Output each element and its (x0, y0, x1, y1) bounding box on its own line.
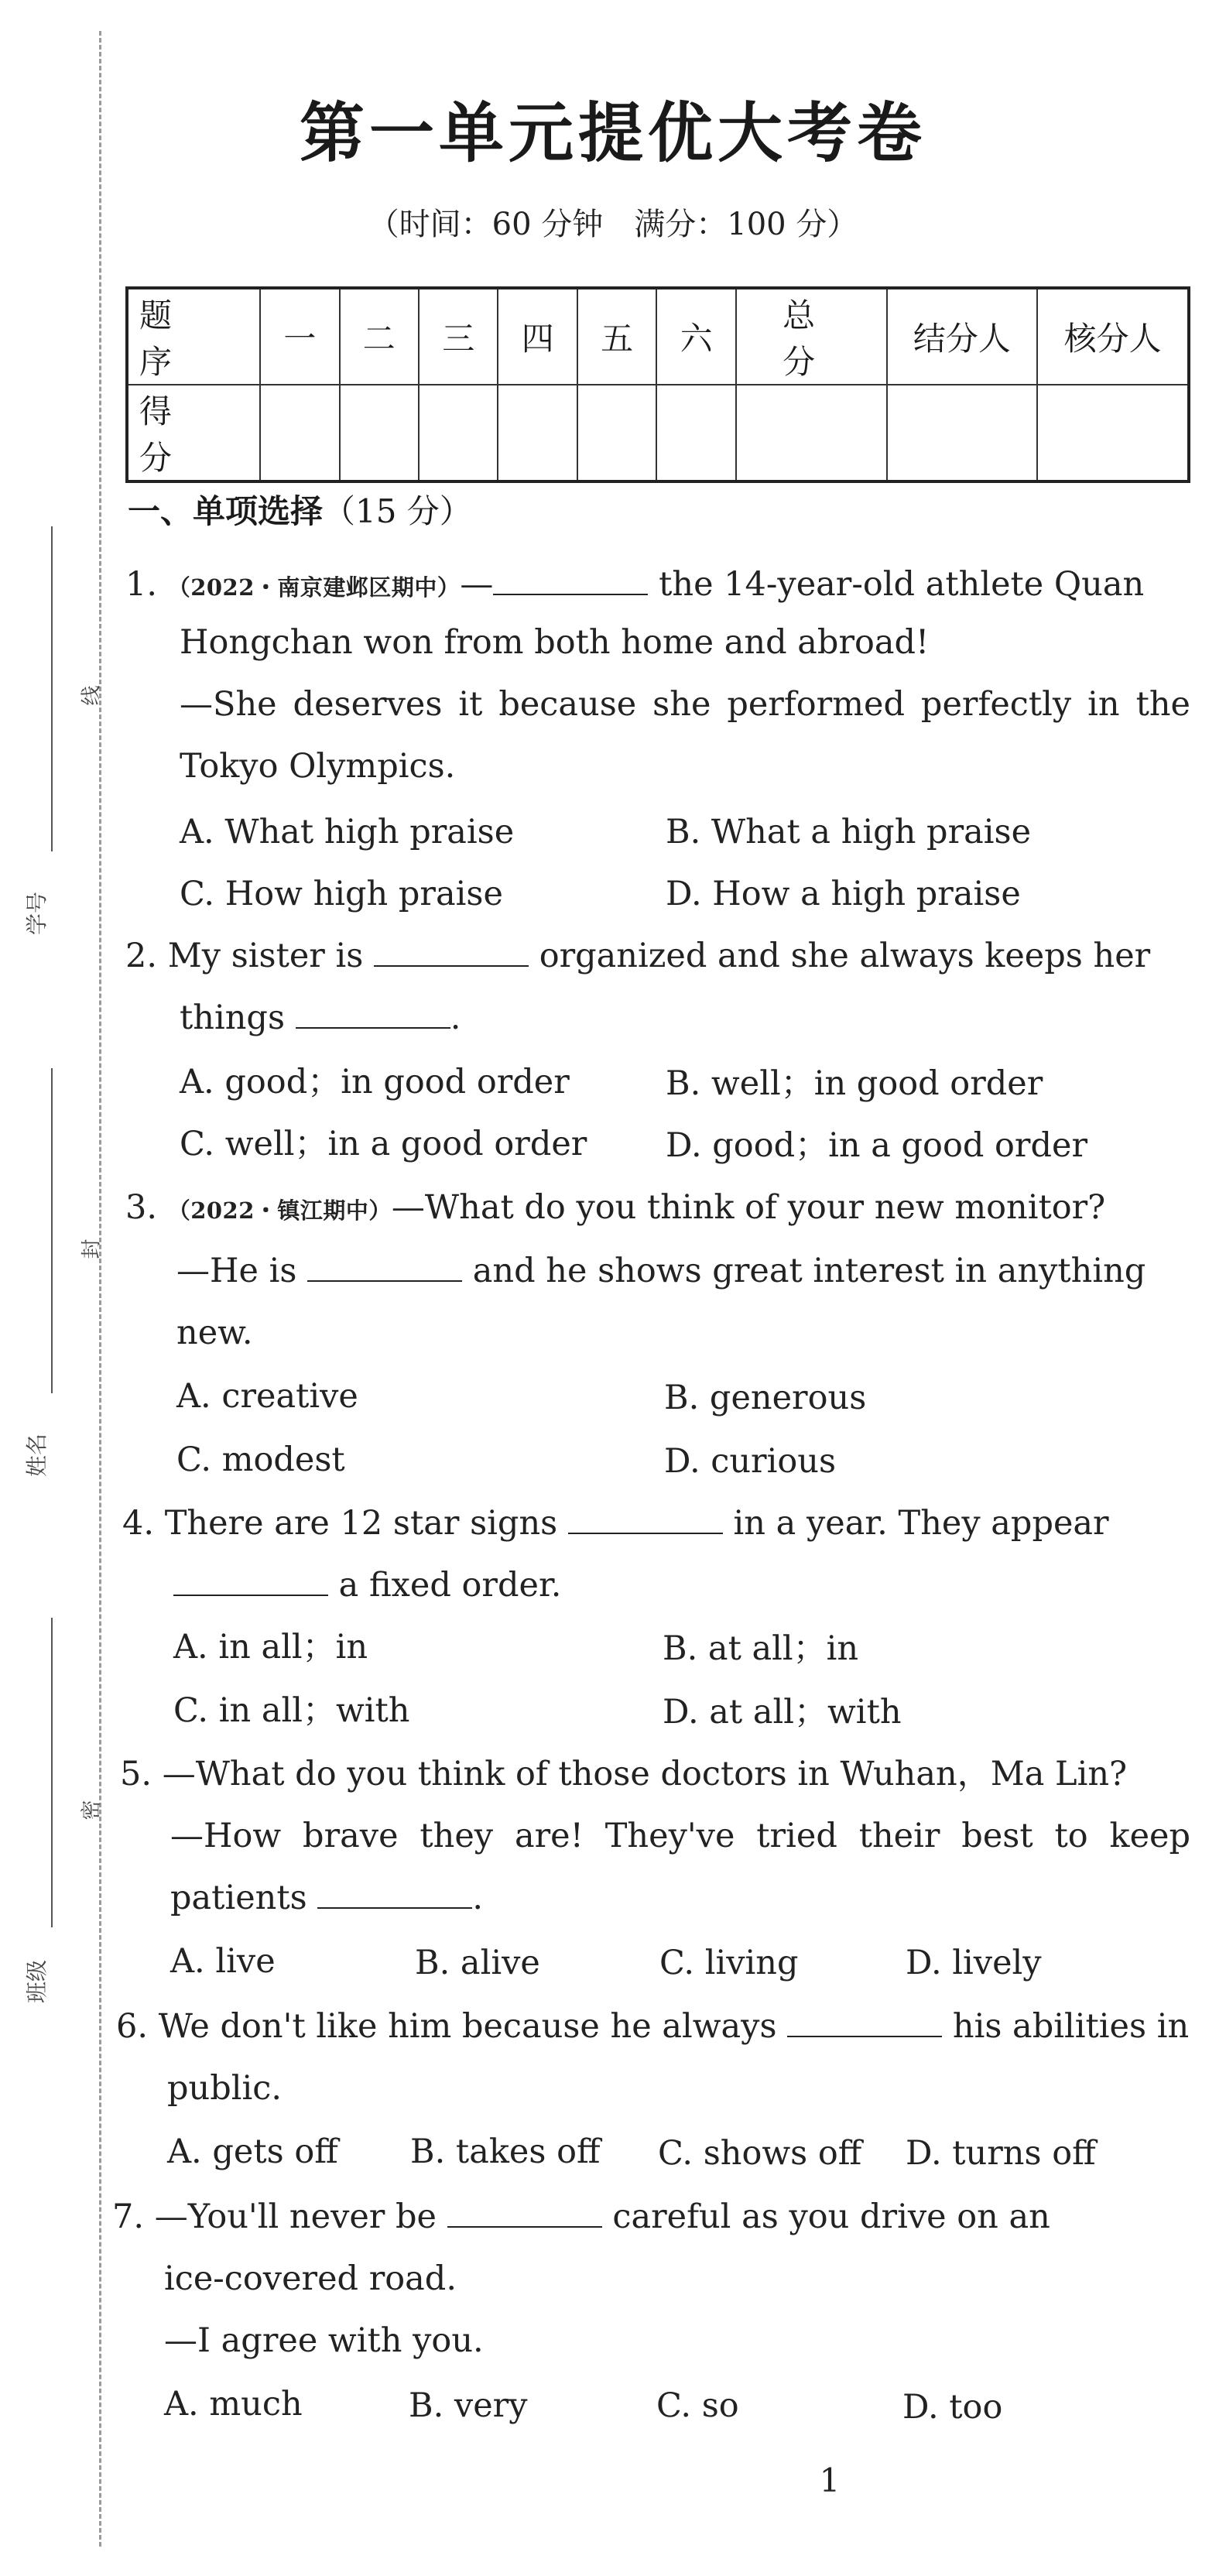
student-id-label: 学号 (24, 891, 50, 936)
question-3-option-b[interactable]: B. generous (664, 1379, 867, 1417)
question-7-line-1 (112, 2194, 1050, 2240)
question-text: —You'll never be (154, 2197, 447, 2236)
score-cell[interactable] (260, 385, 339, 481)
section-2-header: 二 (340, 288, 419, 385)
question-4-option-d[interactable]: D. at all；with (663, 1693, 902, 1732)
answer-blank[interactable] (307, 1249, 462, 1282)
question-number: 5. (120, 1755, 152, 1793)
question-text: . (450, 999, 461, 1037)
question-6-option-d[interactable]: D. turns off (906, 2134, 1096, 2173)
answer-blank[interactable] (787, 2005, 942, 2037)
question-text: careful as you drive on an (601, 2197, 1050, 2236)
answer-blank[interactable] (493, 563, 648, 595)
checker-header: 核分人 (1037, 288, 1189, 385)
score-table-score-row (127, 385, 1189, 481)
question-5-option-c[interactable]: C. living (659, 1944, 799, 1982)
question-3-line-1 (125, 1184, 1105, 1234)
question-3-option-d[interactable]: D. curious (664, 1442, 837, 1481)
question-number: 3. (125, 1188, 158, 1227)
question-6-line-2: public. (167, 2069, 283, 2108)
question-text: his abilities in (942, 2007, 1190, 2046)
question-number: 4. (122, 1504, 155, 1543)
question-text: We don't like him because he always (158, 2007, 788, 2046)
question-3-option-c[interactable]: C. modest (176, 1440, 345, 1479)
question-text: the 14-year-old athlete Quan (648, 565, 1145, 604)
question-3-option-a[interactable]: A. creative (176, 1377, 358, 1416)
question-text: —He is (176, 1252, 308, 1290)
score-table (125, 286, 1190, 483)
question-5-option-d[interactable]: D. lively (906, 1944, 1042, 1982)
section-heading (128, 486, 472, 533)
score-cell[interactable] (887, 385, 1038, 481)
question-7-option-d[interactable]: D. too (902, 2388, 1003, 2427)
seal-mark: 封 (80, 1238, 104, 1259)
question-1-option-d[interactable]: D. How a high praise (666, 875, 1021, 913)
question-1-option-b[interactable]: B. What a high praise (666, 813, 1032, 851)
question-4-option-b[interactable]: B. at all；in (663, 1629, 859, 1668)
question-4-option-a[interactable]: A. in all；in (173, 1628, 368, 1667)
answer-blank[interactable] (173, 1564, 328, 1596)
question-2-option-d[interactable]: D. good；in a good order (666, 1126, 1087, 1165)
question-text: in a year. They appear (722, 1504, 1109, 1543)
question-7-line-2: ice-covered road. (164, 2259, 457, 2298)
question-text: —What do you think of those doctors in Wuhan，Ma Lin? (162, 1755, 1128, 1793)
question-6-option-a[interactable]: A. gets off (167, 2132, 338, 2171)
section-6-header: 六 (656, 288, 735, 385)
score-table-header-row (127, 288, 1189, 385)
question-1-line-2: Hongchan won from both home and abroad! (180, 623, 930, 662)
class-label: 班级 (24, 1959, 50, 2004)
question-text: There are 12 star signs (164, 1504, 568, 1543)
section-3-header: 三 (419, 288, 498, 385)
name-blank (51, 1068, 53, 1393)
section-1-header: 一 (260, 288, 339, 385)
question-6-line-1 (116, 2003, 1189, 2050)
answer-blank[interactable] (296, 996, 450, 1029)
score-cell[interactable] (736, 385, 887, 481)
score-row-label: 得 分 (127, 385, 260, 481)
answer-blank[interactable] (374, 934, 529, 967)
question-7-line-3: —I agree with you. (164, 2321, 484, 2360)
question-7-option-a[interactable]: A. much (164, 2385, 303, 2424)
question-text: things (180, 999, 296, 1037)
question-source: （2022・南京建邺区期中） (167, 574, 461, 601)
question-number: 6. (116, 2007, 149, 2046)
answer-blank[interactable] (317, 1876, 472, 1909)
question-1-option-a[interactable]: A. What high praise (180, 813, 515, 851)
question-1-line-4: Tokyo Olympics. (180, 747, 456, 786)
name-label: 姓名 (24, 1433, 50, 1478)
question-source: （2022・镇江期中） (167, 1197, 392, 1224)
question-1-line-3: —She deserves it because she performed perfectly in the (180, 685, 1190, 724)
section-5-header: 五 (577, 288, 656, 385)
order-header: 题 序 (127, 288, 260, 385)
question-2-option-a[interactable]: A. good；in good order (180, 1063, 570, 1101)
question-2-option-b[interactable]: B. well；in good order (666, 1064, 1043, 1103)
question-5-line-3 (170, 1875, 483, 1921)
question-number: 2. (125, 937, 158, 975)
score-cell[interactable] (498, 385, 577, 481)
answer-blank[interactable] (447, 2195, 602, 2228)
question-text: a fixed order. (328, 1566, 562, 1605)
page-title: 第一单元提优大考卷 (299, 95, 926, 171)
section-points: （15 分） (323, 492, 472, 530)
question-text: . (472, 1879, 484, 1917)
question-1-line-1 (125, 561, 1190, 611)
line-mark: 线 (80, 685, 104, 706)
score-cell[interactable] (577, 385, 656, 481)
question-2-line-1 (125, 933, 1150, 979)
exam-info: （时间：60 分钟 满分：100 分） (368, 207, 858, 242)
question-3-line-2 (176, 1248, 1146, 1294)
question-2-line-2 (180, 995, 461, 1041)
question-6-option-c[interactable]: C. shows off (658, 2134, 862, 2173)
total-header: 总 分 (736, 288, 887, 385)
score-cell[interactable] (340, 385, 419, 481)
score-cell[interactable] (1037, 385, 1189, 481)
question-5-line-2: —How brave they are! They've tried their best to keep (170, 1817, 1190, 1855)
question-4-line-1 (122, 1500, 1109, 1547)
question-7-option-b[interactable]: B. very (409, 2386, 528, 2425)
question-3-line-3: new. (176, 1314, 253, 1352)
question-2-option-c[interactable]: C. well；in a good order (180, 1125, 587, 1163)
question-text: — (460, 565, 494, 604)
question-6-option-b[interactable]: B. takes off (410, 2132, 601, 2171)
scorer-header: 结分人 (887, 288, 1038, 385)
binding-dashed-line (99, 31, 101, 2547)
section-title: 一、单项选择 (128, 492, 324, 530)
question-5-option-b[interactable]: B. alive (415, 1944, 540, 1982)
section-4-header: 四 (498, 288, 577, 385)
question-5-line-1 (120, 1751, 1127, 1797)
score-cell[interactable] (419, 385, 498, 481)
question-number: 7. (112, 2197, 145, 2236)
secret-mark: 密 (80, 1800, 104, 1821)
question-text: My sister is (167, 937, 375, 975)
question-text: patients (170, 1879, 318, 1917)
score-cell[interactable] (656, 385, 735, 481)
question-4-line-2 (173, 1562, 561, 1608)
class-blank (51, 1618, 53, 1927)
question-number: 1. (125, 565, 158, 604)
question-1-option-c[interactable]: C. How high praise (180, 875, 503, 913)
question-text: organized and she always keeps her (529, 937, 1151, 975)
page-number: 1 (819, 2461, 841, 2499)
answer-blank[interactable] (568, 1502, 723, 1534)
question-text: —What do you think of your new monitor? (391, 1188, 1106, 1227)
student-id-blank (51, 526, 53, 851)
question-7-option-c[interactable]: C. so (656, 2386, 739, 2425)
question-4-option-c[interactable]: C. in all；with (173, 1691, 410, 1730)
question-5-option-a[interactable]: A. live (170, 1942, 276, 1981)
question-text: and he shows great interest in anything (462, 1252, 1146, 1290)
